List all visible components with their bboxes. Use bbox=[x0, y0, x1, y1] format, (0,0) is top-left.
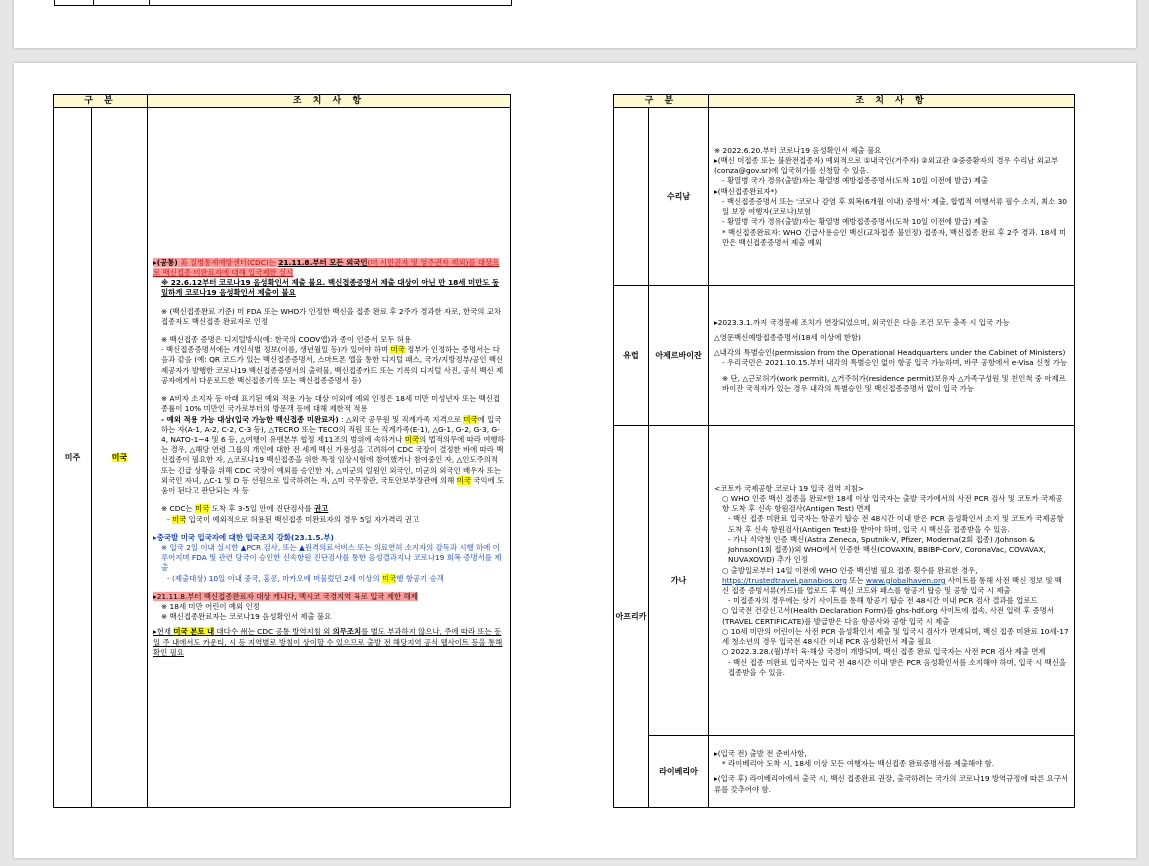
country-usa-cell bbox=[92, 108, 148, 808]
stub-divider bbox=[149, 0, 150, 5]
previous-table-stub bbox=[54, 0, 512, 6]
usa-measures bbox=[148, 108, 511, 808]
ghana-p3: - 백신 접종 미완료 입국자는 항공기 탑승 전 48시간 이내 받은 PCR 음성확인서 소지 및 코토카 국제공항 도착 후 신속 항원검사(Antigen Test)를 받아야 하며, 입국 시 백신을 접종받을 수 있음. bbox=[728, 514, 1064, 534]
country-liberia: 라이베리아 bbox=[649, 736, 709, 808]
ghana-p1: <코토카 국제공항 코로나 19 입국 검역 지침> bbox=[714, 483, 865, 493]
header-category: 구 분 bbox=[54, 95, 148, 108]
country-azerbaijan: 아제르바이잔 bbox=[649, 286, 709, 426]
liberia-p1: ▸(입국 전) 출발 전 준비사항, bbox=[714, 748, 807, 758]
region-europe: 유럽 bbox=[614, 286, 649, 426]
liberia-measures bbox=[709, 736, 1075, 808]
suriname-measures bbox=[709, 108, 1075, 286]
ghana-p6: - 미접종자의 경우에는 상기 사이트를 통해 항공기 탑승 전 48시간 이내 PCR 검사 결과를 업로드 bbox=[728, 596, 1038, 606]
suriname-p1: ※ 2022.6.20.부터 코로나19 음성확인서 제출 불요 bbox=[714, 145, 882, 155]
azerbaijan-p3: △내각의 특별승인(permission from the Operational Headquarters under the Cabinet of Ministers) bbox=[714, 348, 1066, 358]
usa-p1: ▸(공통) 美 질병통제예방센터(CDC)는 21.11.8.부터 모든 외국인(미 시민권자 및 영주권자 제외)를 대상으로 백신접종 미완료자에 대해 입국제한 실시 bbox=[153, 257, 500, 277]
ghana-p9: ○ 2022.3.28.(월)부터 육·해상 국경이 개방되며, 백신 접종 완료 입국자는 사전 PCR 검사 제출 면제 bbox=[722, 647, 1046, 657]
header-measures: 조 치 사 항 bbox=[709, 95, 1075, 108]
usa-p7: - 예외 적용 가능 대상(입국 가능한 백신접종 미완료자) : △외국 공무원 및 직계가족 지격으로 미국에 입국하는 자(A-1, A-2, C-2, C-3 등), △TECRO 또는 TECO의 직원 또는 직계가족(E-1), △G-1, G-2, G-3, G-4, NATO-1~4 및 6 등, △여행이 유엔본부 협정 제11조의 범위에 속하거나 미국의 법적의무에 따라 여행하는 경우, △해당 연령 그룹의 개인에 대한 전 세계 백신 가용성을 고려하여 CDC 국장이 결정한 바에 따라 백신접종이 필요한 자, △코로나19 백신접종을 위한 특정 임상시험에 참여했거나 참여중인 자, △인도주의적 또는 긴급 상황을 위해 CDC 국장이 예외를 승인한 자, △미군의 일원인 외국인, 미군의 외국인 배우자 또는 외국인 자녀, △C-1 및 D 등 선원으로 입국하려는 자, △미 국무장관, 국토안보부장관에 의해 미국 국익에 도움이 된다고 판단되는 자 등 bbox=[161, 414, 505, 496]
usa-p5: - 백신접종증명서에는 개인식별 정보(이름, 생년월일 등)가 있어야 하며 미국 정부가 인정하는 증명서는 다음과 같음 (예: QR 코드가 있는 백신접종증명서, 스마트폰 앱을 통한 디지털 패스, 국가/지방정부/공인 백신 제공자가 발행한 코로나19 백신접종증명서의 출력물, 백신접종카드 또는 기록의 디지털 사진, 공식 백신 제공자에게서 다운로드한 백신접종기록 또는 백신접종증명서 등) bbox=[161, 345, 504, 385]
azerbaijan-p1: ▸2023.3.1.까지 국경봉쇄 조치가 연장되었으며, 외국인은 다음 조건 모두 충족 시 입국 가능 bbox=[714, 317, 1010, 327]
region-africa: 아프리카 bbox=[614, 426, 649, 808]
suriname-p4: ▸(백신접종완료자*) bbox=[714, 186, 778, 196]
country-usa: 미국 bbox=[111, 453, 128, 463]
suriname-p6: - 황열병 국가 경유(출발)자는 황열병 예방접종증명서(도착 10일 이전에 발급) 제출 bbox=[722, 217, 989, 227]
usa-p13: ▸21.11.8.부터 백신접종완료자 대상 캐나다, 멕시코 국경지역 육로 입국 제한 해제 bbox=[153, 591, 418, 601]
ghana-p5: ○ 출발일로부터 14일 이전에 WHO 인증 백신별 필요 접종 횟수를 완료한 경우, https://trustedtravel.panabios.org 또는 www.globalhaven.org 사이트를 통해 사전 백신 정보 및 백신 접종 증빙서류(카드)를 업로드 후 백신 코드와 패스를 항공기 탑승 및 공항 입국 시 제출 bbox=[722, 565, 1062, 596]
country-suriname: 수리남 bbox=[649, 108, 709, 286]
globalhaven-link[interactable]: www.globalhaven.org bbox=[865, 575, 946, 585]
usa-p12: - (제출대상) 10일 이내 중국, 홍콩, 마카오에 머물렀던 2세 이상의 미국행 항공기 승객 bbox=[167, 573, 444, 583]
document-page bbox=[14, 63, 1136, 858]
suriname-p2: ▸(백신 미접종 또는 불완전접종자) 예외적으로 ①내국인(거주자) ②외교관 ③중증환자의 경우 수리남 외교부(conza@gov.sr)에 입국허가를 신청할 수 있음. bbox=[714, 156, 1059, 176]
liberia-p3: ▸(입국 후) 라이베리아에서 출국 시, 백신 접종완료 권장, 출국하려는 국가의 코로나19 방역규정에 따른 요구서류를 갖추어야 함. bbox=[714, 774, 1068, 794]
region-americas: 미주 bbox=[54, 108, 92, 808]
country-ghana: 가나 bbox=[649, 426, 709, 736]
suriname-p3: - 황열병 국가 경유(출발)자는 황열병 예방접종증명서(도착 10일 이전에 발급) 제출 bbox=[722, 176, 989, 186]
header-category: 구 분 bbox=[614, 95, 709, 108]
previous-page bbox=[14, 0, 1136, 48]
panabios-link[interactable]: https://trustedtravel.panabios.org bbox=[722, 575, 847, 585]
azerbaijan-p5: ※ 단, △근로허가(work permit), △거주허가(residence permit)보유자 △가족구성원 및 친인척 중 아제르바이잔 국적자가 있는 경우 내각의 특별승인 및 백신접종증명서 없이 입국 가능 bbox=[722, 373, 1066, 393]
usa-p4: ※ 백신접종 증명은 디지털방식(예: 한국의 COOV앱)과 종이 인증서 모두 허용 bbox=[161, 335, 412, 344]
usa-p14: ※ 18세 미만 어린이 예외 인정 bbox=[161, 602, 260, 612]
liberia-p2: * 라이베리아 도착 시, 18세 이상 모든 여행자는 백신접종 완료증명서를 제출해야 함. bbox=[722, 759, 995, 769]
stub-divider bbox=[93, 0, 94, 5]
usa-p2: ※ 22.6.12부터 코로나19 음성확인서 제출 불요. 백신접종증명서 제출 대상이 아닌 만 18세 미만도 동일하게 코로나19 음성확인서 제출이 불요 bbox=[161, 278, 500, 298]
usa-p3: ※ (백신접종완료 기준) 미 FDA 또는 WHO가 인정한 백신을 접종 완료 후 2주가 경과한 자로, 한국의 교차접종자도 백신접종 완료자로 인정 bbox=[161, 306, 502, 326]
ghana-measures bbox=[709, 426, 1075, 736]
ghana-p2: ○ WHO 인증 백신 접종을 완료*한 18세 이상 입국자는 출발 국가에서의 사전 PCR 검사 및 코토카 국제공항 도착 후 신속 항원검사(Antigen Test) 면제 bbox=[722, 494, 1063, 514]
usa-p10: ▸중국발 미국 입국자에 대한 입국조치 강화(23.1.5.부) bbox=[153, 532, 334, 542]
africa-europe-table bbox=[613, 94, 1075, 808]
azerbaijan-p4: - 우리국민은 2021.10.15.부터 내각의 특별승인 없이 항공 입국 가능하며, 바쿠 공항에서 e-Visa 신청 가능 bbox=[722, 358, 1068, 368]
usa-p6: ※ A비자 소지자 등 아래 표기된 예외 적용 가능 대상 이외에 예외 인정은 18세 미만 미성년자 또는 백신접종률이 10% 미만인 국가로부터의 방문객 등에 대해 제한적 적용 bbox=[161, 394, 501, 414]
ghana-p8: ○ 10세 미만의 어린이는 사전 PCR 음성확인서 제출 및 입국시 검사가 면제되며, 백신 접종 미완료 10세-17세 청소년의 경우 입국전 48시간 이내 PCR 음성확인서 제출 필요 bbox=[722, 626, 1069, 647]
suriname-p7: * 백신접종완료자: WHO 긴급사용승인 백신(교차접종 불인정) 접종자, 백신접종 완료 후 2주 경과. 18세 미만은 백신접종증명서 제출 예외 bbox=[722, 227, 1067, 247]
ghana-p7: ○ 입국전 건강신고서(Health Declaration Form)를 ghs-hdf.org 사이트에 접속, 사전 입력 후 증명서(TRAVEL CERTIFICATE)를 발급받은 다음 항공사와 공항 입국 시 제출 bbox=[722, 606, 1054, 626]
region-americas-continued bbox=[614, 108, 649, 286]
usa-p8: ※ CDC는 미국 도착 후 3-5일 안에 진단검사를 권고 bbox=[161, 504, 329, 514]
ghana-p10: - 백신 접종 미완료 입국자는 입국 전 48시간 이내 받은 PCR 음성확인서를 소지해야 하며, 입국 시 백신을 접종받을 수 있음. bbox=[728, 657, 1067, 677]
usa-p16: ▸현재 미국 본토 내 대다수 州는 CDC 공통 방역지침 외 의무조치를 별도 부과하지 않으나, 주에 따라 또는 동일 주 내에서도 카운티, 시 등 지역별로 방침이 상이할 수 있으므로 출발 전 해당지역 공식 웹사이트 등을 통해 확인 필요 bbox=[153, 627, 503, 657]
usa-p11: ※ 입국 2일 이내 실시한 ▲PCR 검사, 또는 ▲원격의료서비스 또는 의료연허 소지자의 감독과 시행 하에 이루어지며 FDA 및 관련 당국이 승인한 신속항원 진단검사를 통한 음성결과지나 코로나19 회복 증명서를 제출 bbox=[161, 542, 502, 573]
header-measures: 조 치 사 항 bbox=[148, 95, 511, 108]
azerbaijan-measures bbox=[709, 286, 1075, 426]
azerbaijan-p2: △영문백신예방접종증명서(18세 이상에 한함) bbox=[714, 332, 861, 342]
americas-table bbox=[53, 94, 511, 808]
usa-p15: ※ 백신접종완료자는 코로나19 음성확인서 제출 불요 bbox=[161, 612, 332, 622]
ghana-p4: - 가나 식약청 인증 백신(Astra Zeneca, Sputnik-V, Pfizer, Moderna(2회 접종) /Johnson & Johnson(1회 접종))외 WHO에서 인증한 백신(COVAXIN, BBIBP-CorV, CoronaVac, COVAVAX, NUVAXOVID) 추가 인정 bbox=[728, 534, 1046, 565]
usa-p9: - 미국 입국이 예외적으로 허용된 백신접종 미완료자의 경우 5일 자가격리 권고 bbox=[167, 514, 420, 524]
suriname-p5: - 백신접종증명서 또는 '코로나 감염 후 회복(6개월 이내) 증명서' 제출, 합법적 여행서류 필수 소지, 최소 30일 보장 여행자(코로나)보험 bbox=[722, 196, 1067, 217]
